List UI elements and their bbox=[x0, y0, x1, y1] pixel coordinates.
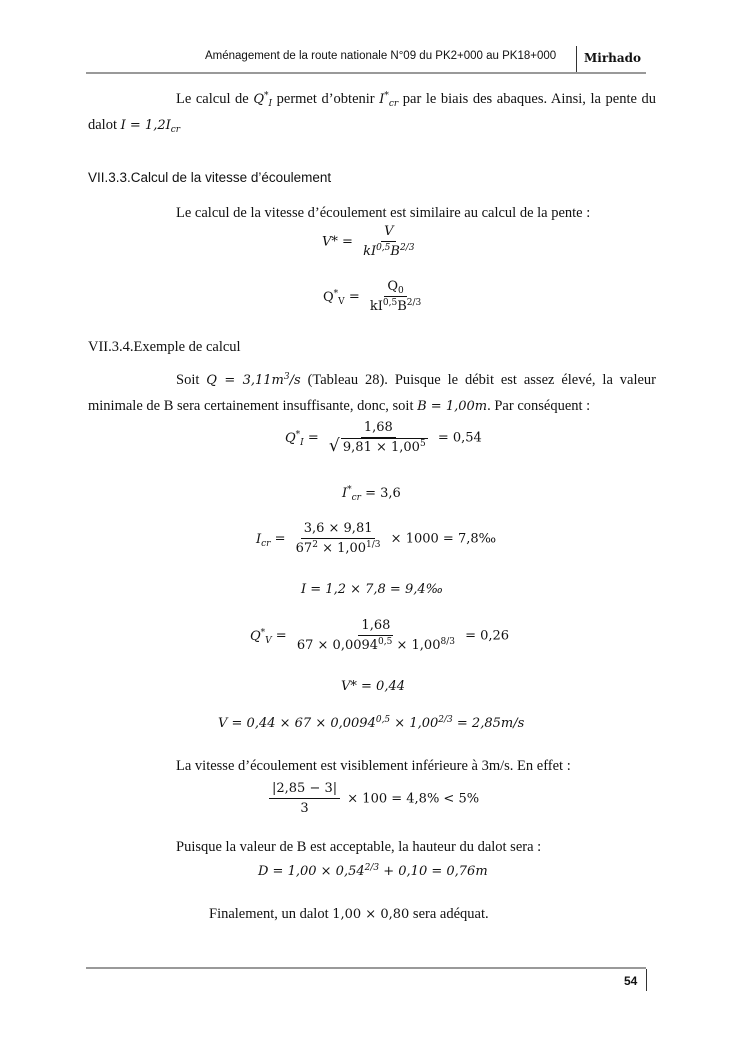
intro-line-2: dalot $I = 1,2I_{cr}$ bbox=[88, 117, 181, 135]
example-line-2: minimale de B sera certainement insuffisante, donc, soit B = 1,00m. Par conséquent : bbox=[88, 398, 591, 414]
calc-deviation: $\frac{|2,85 - 3|}{3}$ × 100 = 4,8% < 5% bbox=[266, 781, 479, 817]
velocity-check-text: La vitesse d’écoulement est visiblement inférieure à 3m/s. En effet : bbox=[176, 758, 571, 774]
header-rule bbox=[86, 72, 646, 74]
section-heading-333: VII.3.3.Calcul de la vitesse d’écoulement bbox=[88, 170, 332, 185]
section-heading-334: VII.3.4.Exemple de calcul bbox=[88, 339, 241, 355]
intro-line-1: Le calcul de $Q^*_I$ permet d’obtenir $I^*_{cr}$ par le biais des abaques. Ainsi, la pente du bbox=[176, 91, 656, 109]
calc-v: $V = 0,44 \times 67 \times 0,0094^{0,5} \times 1,00^{2/3} = 2,85m/s$ bbox=[218, 715, 525, 731]
i-cr-star: $I^*_{cr}$ bbox=[379, 91, 399, 109]
calc-i: I = 1,2 × 7,8 = 9,4‰ bbox=[301, 582, 444, 597]
calc-qi-star: $Q^*_I$ = 1,68 √ $9,81 \times 1,00^5$ = 0,54 bbox=[285, 420, 482, 456]
height-text: Puisque la valeur de B est acceptable, la hauteur du dalot sera : bbox=[176, 839, 542, 855]
example-line-1: Soit $Q = 3,11m^3/s$ (Tableau 28). Puisque le débit est assez élevé, la valeur bbox=[176, 372, 657, 388]
calc-icr: $I_{cr}$ = $\frac{3,6 \times 9,81}{67^2 \times 1,00^{1/3}}$ × 1000 = 7,8‰ bbox=[256, 521, 497, 556]
footer-separator bbox=[646, 969, 647, 991]
calc-v-star: V* = 0,44 bbox=[341, 679, 405, 694]
equation-v-star: V* = $\frac{V}{kI^{0,5}B^{2/3}}$ bbox=[322, 224, 415, 259]
calc-icr-star: $I^*_{cr} = 3,6$ bbox=[342, 485, 401, 503]
calc-qv-star: $Q^*_V$ = $\frac{1,68}{67 \times 0,0094^{0,5} \times 1,00^{8/3}}$ = 0,26 bbox=[250, 618, 510, 653]
conclusion-text: Finalement, un dalot 1,00 × 0,80 sera adéquat. bbox=[209, 906, 489, 922]
q-i-star: $Q^*_I$ bbox=[253, 91, 273, 109]
equation-qv-star: $Q^*_V$ = $\frac{Q_0}{kI^{0,5}B^{2/3}}$ bbox=[323, 279, 422, 314]
header-separator bbox=[576, 46, 577, 72]
header-author: Mirhado bbox=[584, 51, 642, 65]
running-header bbox=[0, 46, 745, 74]
header-title: Aménagement de la route nationale N°09 du PK2+000 au PK18+000 bbox=[205, 50, 557, 62]
section-333-text: Le calcul de la vitesse d’écoulement est similaire au calcul de la pente : bbox=[176, 205, 591, 221]
page-number: 54 bbox=[624, 974, 638, 988]
calc-d: $D = 1,00 \times 0,54^{2/3} + 0,10 = 0,76m$ bbox=[258, 863, 488, 879]
footer-rule bbox=[86, 967, 646, 969]
